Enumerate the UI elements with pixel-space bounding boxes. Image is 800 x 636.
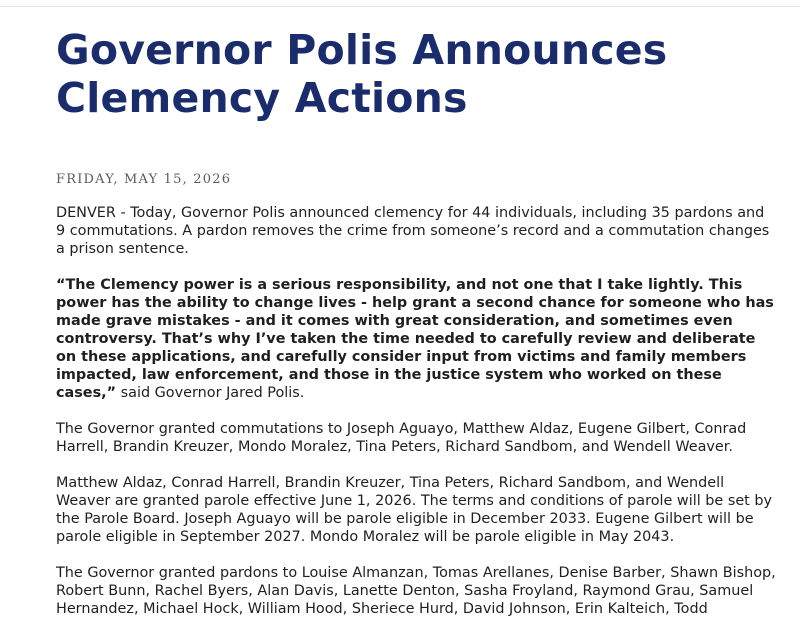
commutations-paragraph: The Governor granted commutations to Joseph Aguayo, Matthew Aldaz, Eugene Gilbert, Conrad Harrell, Brandin Kreuzer, Mondo Moralez, Tina Peters, Richard Sandbom, and Wendell Weaver. — [56, 421, 747, 455]
title-line-1: Governor Polis Announces — [56, 26, 668, 74]
quote-attribution: said Governor Jared Polis. — [116, 385, 305, 401]
top-divider — [0, 0, 800, 7]
page-title — [56, 26, 776, 122]
quote-paragraph — [56, 276, 776, 402]
pardons-paragraph: The Governor granted pardons to Louise Almanzan, Tomas Arellanes, Denise Barber, Shawn Bishop, Robert Bunn, Rachel Byers, Alan Davis, Lanette Denton, Sasha Froyland, Raymond Grau, Samuel Hernandez, Michael Hock, William Hood, Sheriece Hurd, David Johnson, Erin Kalteich, Todd — [56, 565, 776, 617]
intro-paragraph: DENVER - Today, Governor Polis announced clemency for 44 individuals, including 35 pardons and 9 commutations. A pardon removes the crime from someone’s record and a commutation changes a prison sentence. — [56, 205, 770, 257]
governor-quote: “The Clemency power is a serious responsibility, and not one that I take lightly. This power has the ability to change lives - help grant a second chance for someone who has made grave mistakes - and it comes with great consideration, and sometimes even controversy. That’s why I’ve taken the time needed to carefully review and deliberate on these applications, and carefully consider input from victims and family members impacted, law enforcement, and those in the justice system who worked on these cases,” — [56, 277, 774, 401]
publish-date: FRIDAY, MAY 15, 2026 — [56, 172, 232, 187]
title-line-2: Clemency Actions — [56, 74, 468, 122]
article-body — [56, 204, 776, 636]
parole-paragraph: Matthew Aldaz, Conrad Harrell, Brandin Kreuzer, Tina Peters, Richard Sandbom, and Wendell Weaver are granted parole effective June 1, 2026. The terms and conditions of parole will be set by the Parole Board. Joseph Aguayo will be parole eligible in December 2033. Eugene Gilbert will be parole eligible in September 2027. Mondo Moralez will be parole eligible in May 2043. — [56, 475, 773, 545]
